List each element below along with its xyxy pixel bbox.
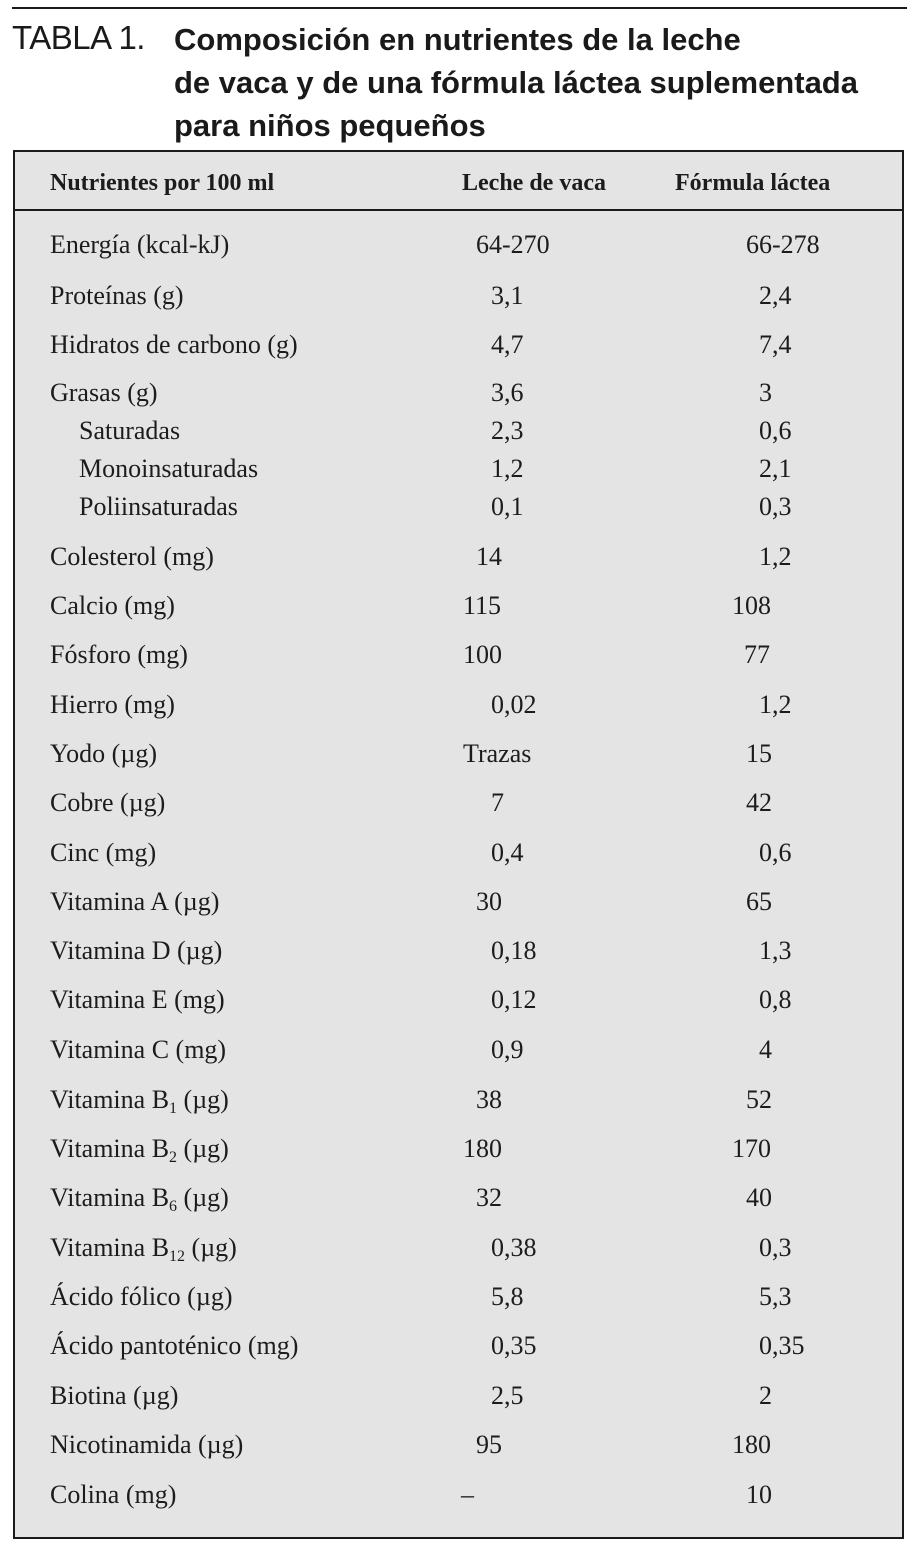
table-row	[15, 1278, 902, 1316]
nutrient-name: Vitamina E (mg)	[50, 985, 225, 1014]
nutrient-name: Cobre (µg)	[50, 788, 166, 817]
nutrient-name: Poliinsaturadas	[79, 492, 238, 521]
table-row	[15, 981, 902, 1019]
table-header-row	[15, 152, 902, 211]
header-nutrients: Nutrientes por 100 ml	[50, 170, 275, 196]
formula-value: 66-278	[746, 230, 820, 259]
table-row	[15, 735, 902, 773]
nutrient-name: Yodo (µg)	[50, 739, 157, 768]
cow-milk-value: 100	[463, 640, 502, 669]
nutrient-unit: (µg)	[177, 1134, 229, 1163]
nutrient-name: Vitamina C (mg)	[50, 1035, 227, 1064]
header-cow-milk: Leche de vaca	[462, 170, 606, 196]
table-row	[15, 636, 902, 674]
nutrient-name: Grasas (g)	[50, 378, 158, 407]
formula-value: 4	[759, 1035, 772, 1064]
cow-milk-value: 115	[463, 591, 502, 620]
nutrient-name: Hidratos de carbono (g)	[50, 330, 298, 359]
cow-milk-value: 0,18	[491, 936, 537, 965]
header-formula: Fórmula láctea	[675, 170, 831, 196]
cow-milk-value: 180	[463, 1134, 502, 1163]
formula-value: 3	[759, 378, 772, 407]
table-row	[15, 326, 902, 364]
table-row	[15, 374, 902, 412]
formula-value: 52	[746, 1085, 772, 1114]
cow-milk-value: 0,02	[491, 690, 537, 719]
table-row	[15, 277, 902, 315]
formula-value: 108	[732, 591, 771, 620]
formula-value: 0,3	[759, 1233, 792, 1262]
table-row	[15, 932, 902, 970]
nutrient-name: Energía (kcal-kJ)	[50, 230, 230, 259]
table-row	[15, 1229, 902, 1267]
cow-milk-value: 7	[491, 788, 504, 817]
formula-value: 1,3	[759, 936, 792, 965]
nutrient-subscript: 1	[169, 1100, 178, 1117]
formula-value: 7,4	[759, 330, 792, 359]
formula-value: 42	[746, 788, 772, 817]
cow-milk-value: 0,1	[491, 492, 524, 521]
formula-value: 2,4	[759, 281, 792, 310]
cow-milk-value: –	[461, 1480, 474, 1509]
formula-value: 0,3	[759, 492, 792, 521]
table-row	[15, 412, 902, 450]
nutrient-name	[50, 1081, 229, 1128]
formula-value: 1,2	[759, 690, 792, 719]
top-rule	[12, 7, 907, 9]
nutrient-name-base: Vitamina B	[50, 1233, 170, 1262]
cow-milk-value: 64-270	[476, 230, 550, 259]
nutrient-name: Calcio (mg)	[50, 591, 175, 620]
nutrient-name-base: Vitamina B	[50, 1134, 170, 1163]
cow-milk-value: 0,38	[491, 1233, 537, 1262]
cow-milk-value: 3,6	[491, 378, 524, 407]
table-row	[15, 1179, 902, 1217]
nutrient-name-base: Vitamina B	[50, 1183, 170, 1212]
nutrient-name: Cinc (mg)	[50, 838, 157, 867]
nutrient-unit: (µg)	[185, 1233, 237, 1262]
cow-milk-value: 30	[476, 887, 502, 916]
caption-title-line: para niños pequeños	[174, 108, 486, 143]
table-row	[15, 1426, 902, 1464]
cow-milk-value: 32	[476, 1183, 502, 1212]
nutrient-subscript: 2	[169, 1149, 178, 1166]
caption-title-line: de vaca y de una fórmula láctea suplementada	[174, 65, 858, 100]
formula-value: 170	[732, 1134, 771, 1163]
formula-value: 40	[746, 1183, 772, 1212]
table-row	[15, 883, 902, 921]
cow-milk-value: 0,9	[491, 1035, 524, 1064]
nutrient-name: Nicotinamida (µg)	[50, 1430, 244, 1459]
nutrient-name: Fósforo (mg)	[50, 640, 188, 669]
cow-milk-value: 14	[476, 542, 502, 571]
cow-milk-value: 1,2	[491, 454, 524, 483]
cow-milk-value: 0,4	[491, 838, 524, 867]
formula-value: 180	[732, 1430, 771, 1459]
table-row	[15, 686, 902, 724]
formula-value: 0,6	[759, 416, 792, 445]
cow-milk-value: 2,3	[491, 416, 524, 445]
cow-milk-value: 3,1	[491, 281, 524, 310]
formula-value: 0,8	[759, 985, 792, 1014]
table-row	[15, 834, 902, 872]
formula-value: 2,1	[759, 454, 792, 483]
table-row	[15, 488, 902, 526]
caption-label: TABLA 1.	[12, 19, 145, 56]
formula-value: 2	[759, 1381, 772, 1410]
table-row	[15, 538, 902, 576]
caption-title	[174, 18, 904, 147]
table-row	[15, 226, 902, 264]
cow-milk-value: 95	[476, 1430, 502, 1459]
table-row	[15, 450, 902, 488]
nutrient-name: Colesterol (mg)	[50, 542, 214, 571]
formula-value: 15	[746, 739, 772, 768]
nutrient-name: Hierro (mg)	[50, 690, 175, 719]
nutrient-subscript: 6	[169, 1198, 178, 1215]
formula-value: 77	[744, 640, 770, 669]
nutrient-name: Biotina (µg)	[50, 1381, 179, 1410]
nutrient-name: Monoinsaturadas	[79, 454, 259, 483]
nutrient-table	[13, 150, 904, 1539]
nutrient-name: Saturadas	[79, 416, 181, 445]
nutrient-name	[50, 1229, 237, 1276]
nutrient-name	[50, 1130, 229, 1177]
table-row	[15, 1031, 902, 1069]
nutrient-unit: (µg)	[177, 1183, 229, 1212]
nutrient-name-base: Vitamina B	[50, 1085, 170, 1114]
nutrient-name: Vitamina A (µg)	[50, 887, 220, 916]
table-row	[15, 1081, 902, 1119]
nutrient-name: Ácido fólico (µg)	[50, 1282, 233, 1311]
formula-value: 0,35	[759, 1331, 805, 1360]
nutrient-name: Ácido pantoténico (mg)	[50, 1331, 299, 1360]
formula-value: 0,6	[759, 838, 792, 867]
nutrient-name: Colina (mg)	[50, 1480, 177, 1509]
cow-milk-value: 4,7	[491, 330, 524, 359]
nutrient-name: Proteínas (g)	[50, 281, 184, 310]
cow-milk-value: 5,8	[491, 1282, 524, 1311]
cow-milk-value: 0,35	[491, 1331, 537, 1360]
formula-value: 5,3	[759, 1282, 792, 1311]
cow-milk-value: 38	[476, 1085, 502, 1114]
cow-milk-value: 0,12	[491, 985, 537, 1014]
cow-milk-value: Trazas	[463, 739, 532, 768]
nutrient-subscript: 12	[169, 1248, 186, 1265]
table-row	[15, 1377, 902, 1415]
formula-value: 10	[746, 1480, 772, 1509]
table-row	[15, 1130, 902, 1168]
formula-value: 1,2	[759, 542, 792, 571]
formula-value: 65	[746, 887, 772, 916]
table-row	[15, 1476, 902, 1514]
nutrient-name: Vitamina D (µg)	[50, 936, 223, 965]
table-row	[15, 784, 902, 822]
nutrient-unit: (µg)	[177, 1085, 229, 1114]
cow-milk-value: 2,5	[491, 1381, 524, 1410]
nutrient-name	[50, 1179, 229, 1226]
table-row	[15, 1327, 902, 1365]
caption-title-line: Composición en nutrientes de la leche	[174, 22, 741, 57]
table-row	[15, 587, 902, 625]
